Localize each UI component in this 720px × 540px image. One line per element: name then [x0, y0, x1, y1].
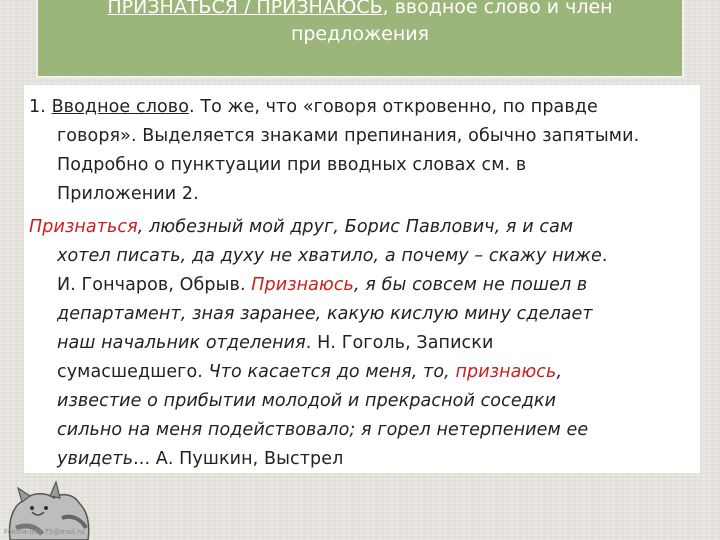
definition-line-2: говоря». Выделяется знаками препинания, обычно запятыми. — [57, 126, 640, 146]
example-punct: , — [556, 362, 563, 382]
example-text: хотел писать, да духу не хватило, а почему – скажу ниже — [57, 246, 602, 266]
example-text: , я бы совсем не пошел в — [353, 275, 588, 295]
definition-line-3: Подробно о пунктуации при вводных словах см. в — [57, 155, 527, 175]
title-line-1 — [38, 0, 682, 21]
definition-paragraph — [24, 93, 700, 209]
content-panel — [24, 85, 700, 473]
definition-line-4: Приложении 2. — [57, 184, 199, 204]
examples-paragraph — [24, 213, 700, 474]
definition-text: . То же, что «говоря откровенно, по правде — [189, 97, 598, 117]
example-line-8: сильно на меня подействовало; я горел нетерпением ее — [57, 420, 589, 440]
highlight-word: признаюсь — [455, 362, 557, 382]
example-line-4: департамент, зная заранее, какую кислую мину сделает — [57, 304, 593, 324]
example-line-1 — [24, 213, 700, 242]
highlight-word: Признаюсь — [251, 275, 354, 295]
example-text: , любезный мой друг, Борис Павлович, я и сам — [137, 217, 574, 237]
example-line-2 — [24, 242, 700, 271]
example-text: наш начальник отделения — [57, 333, 306, 353]
example-line-9 — [24, 445, 700, 474]
example-line-3 — [24, 271, 700, 300]
slide-title — [36, 0, 684, 78]
example-line-7: известие о прибытии молодой и прекрасной соседки — [57, 391, 557, 411]
example-punct: . — [601, 246, 608, 266]
example-text: Что касается до меня, то, — [208, 362, 456, 382]
title-line-2: предложения — [290, 23, 430, 45]
source-citation: сумасшедшего. — [57, 362, 209, 382]
example-line-5 — [24, 329, 700, 358]
highlight-word: Признаться — [29, 217, 138, 237]
definition-line-1 — [24, 93, 700, 122]
example-text: увидеть — [57, 449, 134, 469]
example-line-6 — [24, 358, 700, 387]
source-citation: . Н. Гоголь, Записки — [305, 333, 494, 353]
title-rest: , вводное слово и член — [382, 0, 613, 18]
definition-number: 1. — [29, 97, 52, 117]
definition-term: Вводное слово — [51, 97, 190, 117]
title-main: ПРИЗНАТЬСЯ / ПРИЗНАЮСЬ — [107, 0, 383, 18]
author-credit: Fokina-lida.75@mail.ru — [4, 528, 85, 536]
source-citation: ... А. Пушкин, Выстрел — [133, 449, 344, 469]
source-citation: И. Гончаров, Обрыв. — [57, 275, 252, 295]
